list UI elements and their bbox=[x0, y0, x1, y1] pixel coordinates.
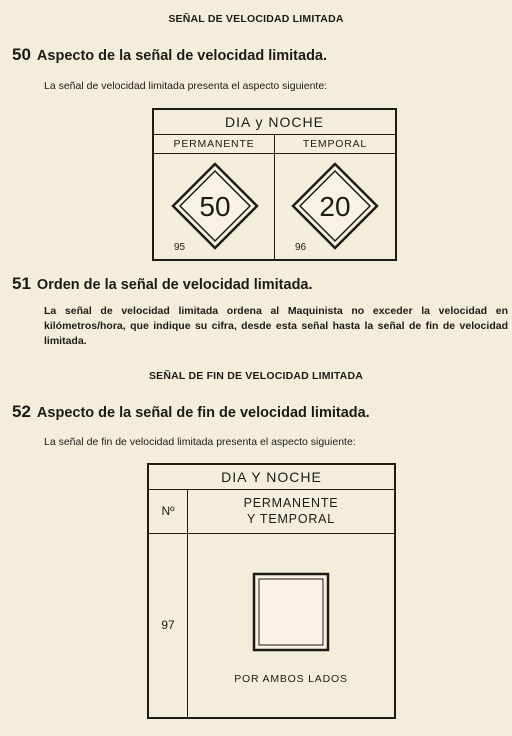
table2-caption: POR AMBOS LADOS bbox=[234, 673, 348, 686]
section-50-text: La señal de velocidad limitada presenta el aspecto siguiente: bbox=[44, 80, 328, 92]
section-51-heading bbox=[12, 274, 313, 294]
section-51-title: Orden de la señal de velocidad limitada. bbox=[36, 277, 313, 293]
section-52-text: La señal de fin de velocidad limitada presenta el aspecto siguiente: bbox=[44, 436, 356, 448]
table2-code: 97 bbox=[148, 533, 188, 718]
section-51-number: 51 bbox=[12, 274, 31, 293]
section-50-heading bbox=[12, 45, 327, 65]
section-52-title: Aspecto de la señal de fin de velocidad limitada. bbox=[36, 405, 370, 421]
table1-cell-temporary bbox=[275, 153, 397, 260]
table1-header: DIA y NOCHE bbox=[153, 109, 396, 134]
table1-cell-permanent bbox=[153, 153, 275, 260]
sign-20-value: 20 bbox=[319, 191, 351, 223]
table2-header: DIA Y NOCHE bbox=[148, 464, 395, 489]
section-50-number: 50 bbox=[12, 45, 31, 64]
table2-cell-sign bbox=[188, 533, 396, 718]
end-speed-limit-sign-table bbox=[147, 463, 396, 719]
section-header-speed-limit: SEÑAL DE VELOCIDAD LIMITADA bbox=[168, 13, 344, 25]
speed-limit-sign-table bbox=[152, 108, 397, 261]
section-50-title: Aspecto de la señal de velocidad limitada. bbox=[36, 48, 328, 64]
table1-col-permanent: PERMANENTE bbox=[153, 134, 275, 153]
speed-limit-20-sign bbox=[275, 154, 395, 258]
table2-col-line2: Y TEMPORAL bbox=[246, 512, 336, 526]
sign-20-code: 96 bbox=[295, 242, 307, 253]
end-speed-limit-sign bbox=[251, 571, 331, 655]
section-52-heading bbox=[12, 402, 370, 422]
table2-col-line1: PERMANENTE bbox=[243, 496, 339, 510]
section-52-number: 52 bbox=[12, 402, 31, 421]
speed-limit-50-sign bbox=[154, 154, 274, 258]
table1-col-temporary: TEMPORAL bbox=[275, 134, 397, 153]
sign-50-value: 50 bbox=[199, 191, 231, 223]
section-51-text: La señal de velocidad limitada ordena al Maquinista no exceder la velocidad en kilómetros/hora, que indique su cifra, desde esta señal hasta la señal de fin de velocidad limitada. bbox=[44, 305, 508, 347]
table2-col-permanent-temporary bbox=[188, 489, 396, 533]
section-header-end-speed-limit: SEÑAL DE FIN DE VELOCIDAD LIMITADA bbox=[148, 370, 364, 382]
table2-col-number: Nº bbox=[148, 489, 188, 533]
sign-50-code: 95 bbox=[174, 242, 186, 253]
